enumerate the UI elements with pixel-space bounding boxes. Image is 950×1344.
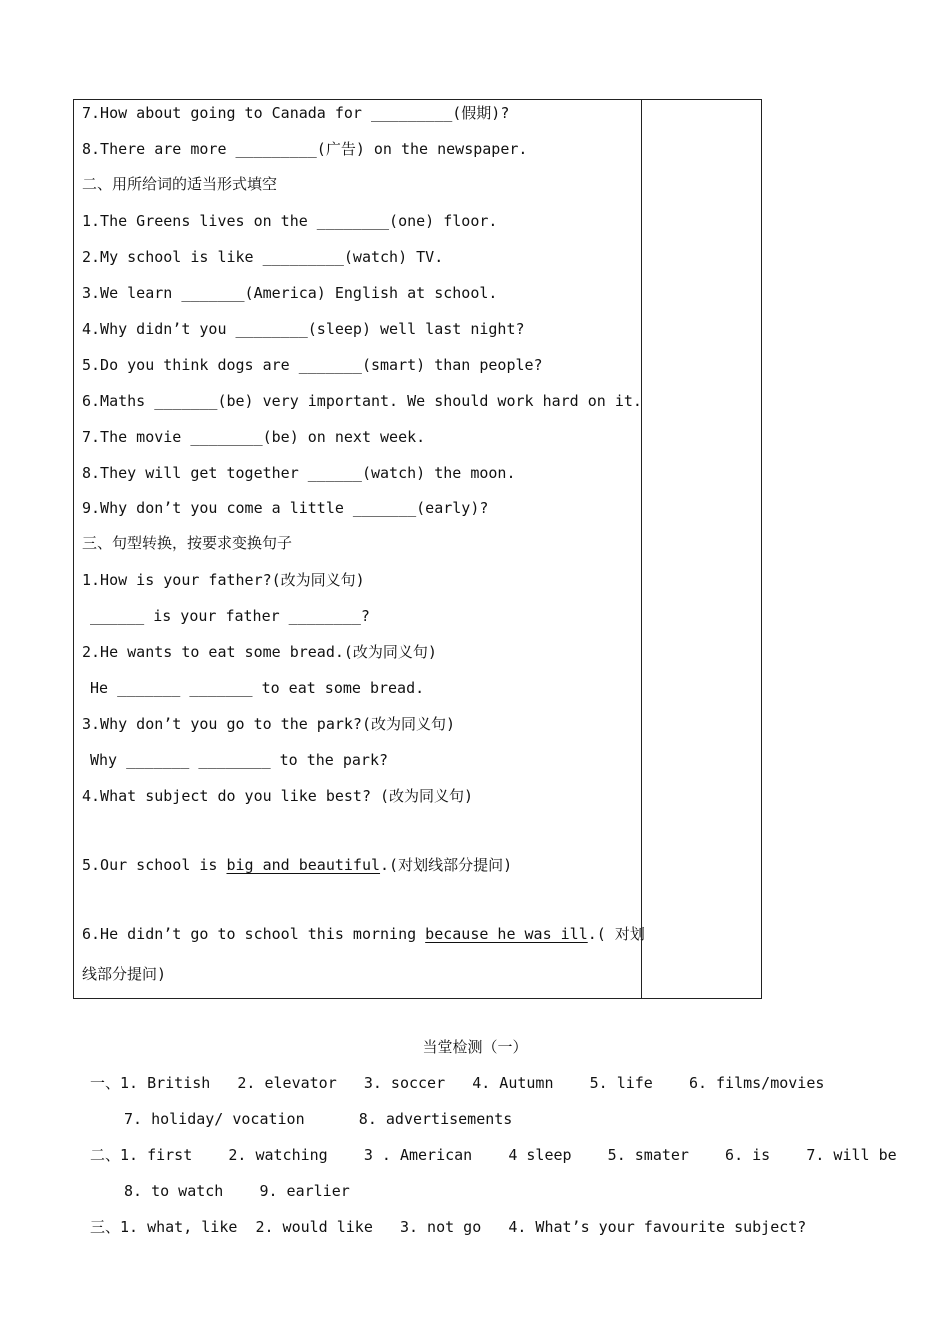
answers-heading: 当堂检测（一）	[422, 1038, 528, 1056]
part3-question-1: 1.How is your father?(改为同义句)	[82, 571, 365, 589]
part2-item-3: 3.We learn _______(America) English at school.	[82, 284, 498, 302]
part2-item-2: 2.My school is like _________(watch) TV.	[82, 248, 444, 266]
part1-item-7: 7.How about going to Canada for _________(假期)?	[82, 104, 510, 122]
part1-item-8: 8.There are more _________(广告) on the newspaper.	[82, 140, 528, 158]
part2-item-8: 8.They will get together ______(watch) the moon.	[82, 464, 516, 482]
q6-underlined-phrase: because he was ill	[425, 925, 588, 943]
q5-underlined-phrase: big and beautiful	[226, 856, 381, 874]
part3-question-6-continuation: 线部分提问)	[82, 965, 167, 983]
q5-suffix: .(对划线部分提问)	[380, 856, 513, 874]
part2-item-5: 5.Do you think dogs are _______(smart) than people?	[82, 356, 543, 374]
part3-question-3: 3.Why don’t you go to the park?(改为同义句)	[82, 715, 456, 733]
part3-answer-line-3: Why _______ ________ to the park?	[90, 751, 389, 769]
part2-item-4: 4.Why didn’t you ________(sleep) well last night?	[82, 320, 525, 338]
part3-question-5	[82, 855, 512, 875]
part2-item-7: 7.The movie ________(be) on next week.	[82, 428, 426, 446]
q6-prefix: 6.He didn’t go to school this morning	[82, 925, 426, 943]
part3-title: 三、句型转换，按要求变换句子	[82, 534, 293, 552]
answers-line-4: 8. to watch 9. earlier	[124, 1182, 350, 1200]
part2-title: 二、用所给词的适当形式填空	[82, 175, 278, 193]
q5-prefix: 5.Our school is	[82, 856, 227, 874]
part3-question-6	[82, 924, 645, 944]
part2-item-1: 1.The Greens lives on the ________(one) floor.	[82, 212, 498, 230]
part3-answer-line-1: ______ is your father ________?	[90, 607, 370, 625]
answers-line-3: 二、1. first 2. watching 3 . American 4 sleep 5. smater 6. is 7. will be	[90, 1146, 897, 1164]
answers-line-1: 一、1. British 2. elevator 3. soccer 4. Autumn 5. life 6. films/movies	[90, 1074, 825, 1092]
part3-question-4: 4.What subject do you like best? (改为同义句)	[82, 787, 474, 805]
q6-suffix: .( 对划	[587, 925, 645, 943]
part3-answer-line-2: He _______ _______ to eat some bread.	[90, 679, 425, 697]
answers-line-5: 三、1. what, like 2. would like 3. not go 4. What’s your favourite subject?	[90, 1218, 807, 1236]
part3-question-2: 2.He wants to eat some bread.(改为同义句)	[82, 643, 437, 661]
part2-item-6: 6.Maths _______(be) very important. We should work hard on it.	[82, 392, 642, 410]
answers-line-2: 7. holiday/ vocation 8. advertisements	[124, 1110, 513, 1128]
table-column-divider	[641, 99, 642, 999]
part2-item-9: 9.Why don’t you come a little _______(early)?	[82, 499, 489, 517]
